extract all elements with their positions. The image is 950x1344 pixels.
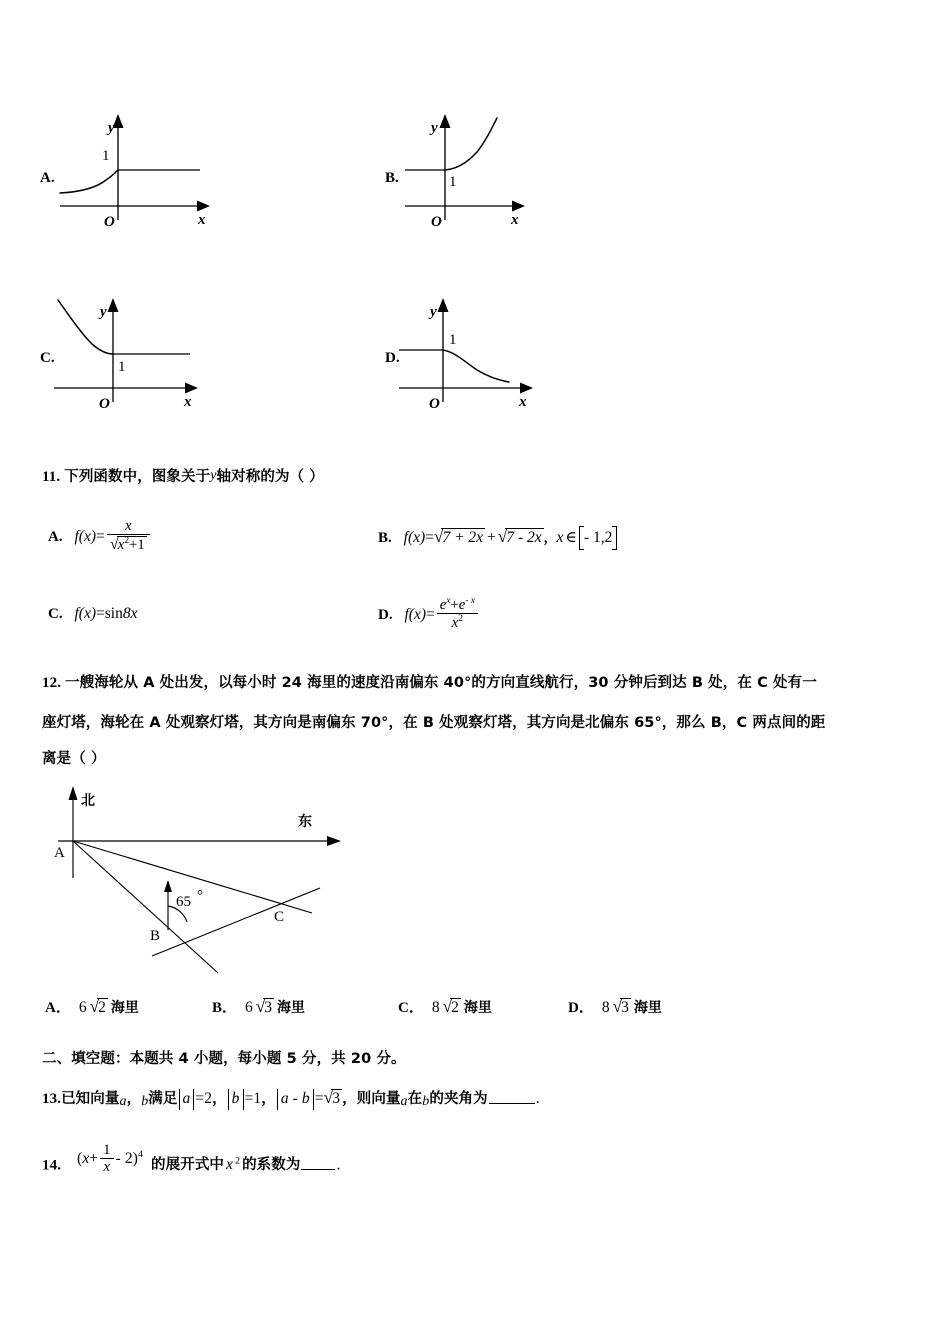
coefficient: 8 xyxy=(601,999,610,1016)
coefficient: 8 xyxy=(431,999,440,1016)
sine-function: sin xyxy=(104,605,123,622)
question-11-option-c-letter: C. xyxy=(48,606,63,622)
sqrt: √3 xyxy=(612,997,629,1016)
point-a-label: A xyxy=(54,845,65,861)
question-11-stem-variable: y xyxy=(210,468,217,483)
q14-minus-two: - 2 xyxy=(115,1150,133,1168)
q13-vector-a-2: a xyxy=(400,1094,408,1109)
sqrt: √2 xyxy=(89,997,106,1016)
question-12-option-b[interactable] xyxy=(212,996,305,1017)
q13-comma-4: ， xyxy=(342,1091,357,1107)
fn-arg: (x) xyxy=(78,528,96,546)
graph-d-x-label: x xyxy=(519,394,527,410)
fn-arg: (x) xyxy=(407,529,426,546)
question-12-line-2: 座灯塔，海轮在 A 处观察灯塔，其方向是南偏东 70°，在 B 处观察灯塔，其方向是北偏东 65°，那么 B，C 两点间的距 xyxy=(42,715,826,731)
graph-c-level-label: 1 xyxy=(118,359,126,375)
q13-eq-a: =2 xyxy=(195,1090,213,1107)
q13-abs-ab-content: a - b xyxy=(280,1090,310,1107)
comma: ， xyxy=(543,531,557,546)
graph-c-y-label: y xyxy=(100,304,107,320)
fn-arg: (x) xyxy=(78,605,96,622)
plus-sign: + xyxy=(450,596,459,613)
question-11-option-a-letter: A. xyxy=(48,529,63,546)
graph-b-x-label: x xyxy=(511,212,519,228)
graph-b-y-label: y xyxy=(431,120,438,136)
question-12-option-a[interactable] xyxy=(45,996,139,1017)
question-11-option-a-formula xyxy=(74,518,151,554)
section-2-heading xyxy=(42,1048,642,1070)
question-13 xyxy=(42,1085,802,1112)
q13-comma-3: ， xyxy=(261,1091,276,1107)
q14-plus: + xyxy=(89,1150,99,1168)
q13-vector-a: a xyxy=(119,1094,127,1109)
question-12-option-d-letter: D． xyxy=(568,1000,594,1016)
graph-d-y-label: y xyxy=(430,304,437,320)
radicand: 2 xyxy=(451,999,459,1016)
graph-c-x-label: x xyxy=(184,394,192,410)
fn-f: f xyxy=(74,528,79,546)
graph-option-a[interactable] xyxy=(40,108,220,228)
question-12-option-b-letter: B． xyxy=(212,1000,238,1016)
question-12-stem-line-1 xyxy=(42,672,922,695)
equals-sign: = xyxy=(95,528,105,546)
unit-label: 海里 xyxy=(463,1000,492,1016)
graph-a-figure xyxy=(40,108,220,228)
equals-sign: = xyxy=(425,606,435,624)
question-11-option-c-formula xyxy=(74,605,137,622)
graph-d-level-label: 1 xyxy=(449,332,457,348)
graph-a-y-label: y xyxy=(108,120,115,136)
q14-power: 4 xyxy=(137,1149,144,1161)
fraction-denominator xyxy=(437,613,478,631)
question-14-expression xyxy=(77,1142,147,1176)
graph-option-a-letter: A. xyxy=(40,170,55,186)
q14-variable: x xyxy=(82,1150,90,1168)
q13-text-5: 的夹角为 xyxy=(429,1091,488,1107)
element-of-sign: ∈ xyxy=(565,529,577,546)
question-12-diagram xyxy=(40,778,370,983)
fraction-numerator: x xyxy=(124,518,132,534)
radicand: 2 xyxy=(98,999,106,1016)
question-12-option-c[interactable] xyxy=(398,996,492,1017)
q13-abs-a xyxy=(179,1089,195,1110)
exp-base-2: e xyxy=(458,596,466,613)
sine-argument: 8x xyxy=(122,605,138,622)
graph-c-figure xyxy=(40,288,220,413)
question-11-option-b-letter: B. xyxy=(378,530,392,546)
graph-option-c-letter: C. xyxy=(40,350,55,366)
question-11-stem-after: 轴对称的为（ ） xyxy=(216,469,324,485)
q13-abs-b-content: b xyxy=(231,1090,240,1107)
unit-label: 海里 xyxy=(110,1000,139,1016)
fraction-denominator: $√x^2+1$ xyxy=(107,534,150,553)
question-11-option-c[interactable] xyxy=(48,605,137,623)
q13-vector-b: b xyxy=(141,1094,149,1109)
question-11-stem-before: 下列函数中，图象关于 xyxy=(64,469,211,485)
q13-text-4: 在 xyxy=(407,1091,423,1107)
q13-vector-b-2: b xyxy=(422,1094,430,1109)
exp-power-2: - x xyxy=(465,596,475,606)
north-label: 北 xyxy=(81,793,95,809)
question-11-stem xyxy=(42,466,742,489)
equals-sign: = xyxy=(425,529,434,546)
section-2-heading-text: 二、填空题：本题共 4 小题，每小题 5 分，共 20 分。 xyxy=(42,1051,406,1067)
question-14 xyxy=(42,1142,642,1182)
question-11-option-a[interactable] xyxy=(48,518,152,554)
q13-text-1: 已知向量 xyxy=(61,1091,120,1107)
question-12-line-1: 一艘海轮从 A 处出发，以每小时 24 海里的速度沿南偏东 40°的方向直线航行，30 分钟后到达 B 处，在 C 处有一 xyxy=(65,675,817,691)
graph-a-level-label: 1 xyxy=(102,148,110,164)
sqrt: √3 xyxy=(255,997,273,1016)
graph-d-origin-label: O xyxy=(429,396,440,412)
point-c-label: C xyxy=(274,909,285,925)
question-11-option-b[interactable] xyxy=(378,527,617,549)
radicand-var: x xyxy=(117,537,125,554)
q13-sqrt3-radicand: 3 xyxy=(332,1090,341,1107)
radicand-tail: +1 xyxy=(129,537,145,554)
graph-option-b-letter: B. xyxy=(385,170,399,186)
sqrt: √2 xyxy=(442,997,459,1016)
radicand-1: 7 + 2x xyxy=(442,529,484,546)
question-12-stem-line-2 xyxy=(42,712,927,734)
q13-comma-1: ， xyxy=(126,1091,142,1107)
equals-sign: = xyxy=(95,605,105,622)
unit-label: 海里 xyxy=(277,1000,306,1016)
fn-f: f xyxy=(404,606,409,624)
denominator-var: x xyxy=(451,615,459,632)
graph-b-figure xyxy=(385,108,565,228)
q13-abs-ab xyxy=(277,1089,314,1110)
graph-c-origin-label: O xyxy=(99,396,110,412)
fn-f: f xyxy=(74,605,79,622)
question-12-option-d[interactable] xyxy=(568,996,662,1017)
question-14-number: 14. xyxy=(42,1157,62,1174)
q14-period: . xyxy=(336,1156,341,1174)
question-12-line-3: 离是（ ） xyxy=(42,751,106,767)
point-b-label: B xyxy=(150,928,161,944)
question-11-option-d[interactable] xyxy=(378,596,480,632)
q13-comma-2: ， xyxy=(212,1091,227,1107)
q14-coeff-variable: x xyxy=(226,1156,233,1174)
radicand: 3 xyxy=(264,999,273,1016)
coefficient: 6 xyxy=(78,999,87,1016)
exp-base-1: e xyxy=(439,596,447,613)
graph-b-level-label: 1 xyxy=(449,174,457,190)
radicand-exponent: 2 xyxy=(124,536,130,547)
navigation-diagram-figure xyxy=(40,778,370,983)
question-12-number: 12. xyxy=(42,675,62,691)
exp-power-1: x xyxy=(446,596,451,606)
sqrt-2: √7 - 2x xyxy=(497,527,542,546)
question-11-number: 11. xyxy=(42,469,61,485)
unit-label: 海里 xyxy=(633,1000,662,1016)
graph-option-d-letter: D. xyxy=(385,350,400,366)
q14-frac-den: x xyxy=(100,1158,113,1175)
interval-upper: 2 xyxy=(604,529,613,546)
question-12-option-a-letter: A． xyxy=(45,1000,71,1016)
question-12-option-c-letter: C． xyxy=(398,1000,424,1016)
closed-interval xyxy=(579,527,617,549)
question-11-option-d-letter: D. xyxy=(378,607,393,624)
fn-arg: (x) xyxy=(408,606,426,624)
q14-paren-close: ) xyxy=(132,1150,138,1168)
denominator-exponent: 2 xyxy=(458,614,463,625)
sqrt-1: √7 + 2x xyxy=(433,527,484,546)
q14-text-2: 的系数为 xyxy=(242,1157,301,1174)
graph-b-origin-label: O xyxy=(431,214,442,228)
radicand-2: 7 - 2x xyxy=(506,529,542,546)
q14-paren-open: ( xyxy=(77,1150,83,1168)
q13-sqrt3: √3 xyxy=(323,1088,341,1107)
q13-abs-a-content: a xyxy=(182,1090,191,1107)
coefficient: 6 xyxy=(245,999,253,1016)
interval-lower: - 1, xyxy=(584,529,605,546)
fraction xyxy=(437,596,478,632)
plus-sign: + xyxy=(487,529,496,546)
graph-option-d[interactable] xyxy=(385,288,565,413)
question-11-option-b-formula xyxy=(404,529,618,546)
q14-fraction xyxy=(100,1142,113,1176)
fn-f: f xyxy=(403,529,408,546)
q13-answer-blank[interactable] xyxy=(489,1088,535,1104)
q14-frac-num: 1 xyxy=(103,1142,111,1158)
question-11-option-d-formula xyxy=(404,596,480,632)
q14-text-1: 的展开式中 xyxy=(151,1157,225,1174)
q13-abs-b xyxy=(228,1089,244,1110)
graph-option-b[interactable] xyxy=(385,108,565,228)
q14-coeff-exponent: 2 xyxy=(235,1155,241,1167)
angle-65-label: 65 xyxy=(176,894,191,910)
q13-eq-ab: = xyxy=(314,1090,324,1107)
graph-a-x-label: x xyxy=(198,212,206,228)
angle-degree-symbol: ° xyxy=(197,888,203,904)
fraction xyxy=(107,518,150,554)
east-label: 东 xyxy=(298,814,312,830)
q13-text-3: 则向量 xyxy=(356,1091,401,1107)
fraction-numerator xyxy=(437,596,478,613)
domain-variable: x xyxy=(556,529,564,546)
question-13-number: 13. xyxy=(42,1091,62,1107)
q13-eq-b: =1 xyxy=(244,1090,262,1107)
graph-option-c[interactable] xyxy=(40,288,220,413)
q13-text-2: 满足 xyxy=(148,1091,178,1107)
question-12-stem-line-3 xyxy=(42,748,442,770)
graph-d-figure xyxy=(385,288,565,413)
radicand: 3 xyxy=(621,999,629,1016)
q14-answer-blank[interactable] xyxy=(301,1155,335,1171)
graph-a-origin-label: O xyxy=(104,214,115,228)
q13-period: . xyxy=(535,1090,540,1107)
